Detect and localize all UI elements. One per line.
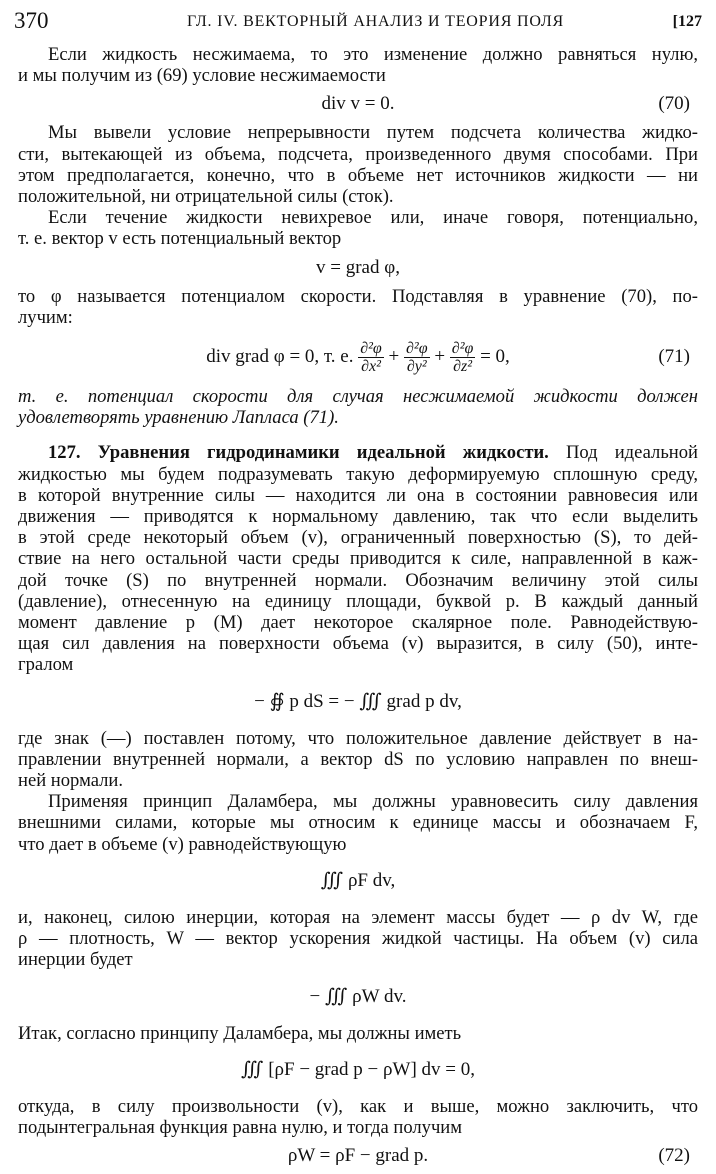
equation-72	[18, 1138, 698, 1174]
paragraph-line: где знак (—) поставлен потому, что положительное давление действует в на-	[18, 727, 698, 749]
paragraph-line: Применяя принцип Даламбера, мы должны уравновесить силу давления	[48, 791, 698, 813]
equation-rhs: = 0,	[480, 346, 510, 368]
paragraph-line: то φ называется потенциалом скорости. Подставляя в уравнение (70), по-	[18, 285, 698, 307]
paragraph-line: подынтегральная функция равна нулю, и тогда получим	[18, 1116, 463, 1138]
equation-70	[18, 86, 698, 122]
numerator: ∂²φ	[360, 340, 382, 358]
equation-text: v = grad φ,	[316, 256, 400, 278]
section-marker: [127	[672, 13, 702, 30]
equation-text: ∭ [ρF − grad p − ρW] dv = 0,	[241, 1058, 475, 1080]
paragraph-line: (давление), отнесенную на единицу площади, буквой p. В каждый данный	[18, 590, 698, 612]
numerator: ∂²φ	[451, 340, 474, 358]
paragraph-text: Под идеальной	[548, 442, 698, 464]
equation-external-force	[18, 855, 698, 907]
paragraph-line: этом предполагается, конечно, что в объеме нет источников жидкости — ни	[18, 164, 698, 186]
denominator: ∂x²	[361, 358, 381, 376]
equation-lhs: div grad φ = 0, т. е.	[206, 346, 354, 368]
equation-text: ∭ ρF dv,	[320, 869, 396, 891]
paragraph-line: т. е. вектор v есть потенциальный вектор	[18, 228, 342, 250]
equation-balance	[18, 1044, 698, 1096]
paragraph-line: в этой среде некоторый объем (v), ограниченный поверхностью (S), то дей-	[18, 527, 698, 549]
paragraph-line: внешними силами, которые мы относим к единице массы и обозначаем F,	[18, 812, 698, 834]
paragraph-line: Итак, согласно принципу Даламбера, мы должны иметь	[18, 1022, 462, 1044]
equation-label: (71)	[658, 346, 690, 368]
paragraph-line: что дает в объеме (v) равнодействующую	[18, 833, 347, 855]
paragraph-line: откуда, в силу произвольности (v), как и выше, можно заключить, что	[18, 1095, 698, 1117]
paragraph-line: т. е. потенциал скорости для случая несжимаемой жидкости должен	[18, 386, 698, 408]
paragraph-line: Если течение жидкости невихревое или, иначе говоря, потенциально,	[48, 207, 698, 229]
paragraph-line: дой точке (S) по внутренней нормали. Обозначим величину этой силы	[18, 569, 698, 591]
paragraph-line: щая сил давления на поверхности объема (v) выразится, в силу (50), инте-	[18, 633, 698, 655]
denominator: ∂y²	[406, 358, 427, 376]
equation-pressure	[18, 676, 698, 728]
equation-label: (72)	[658, 1145, 690, 1167]
paragraph-line: сти, вытекающей из объема, подсчета, произведенного двумя способами. При	[18, 143, 698, 165]
denominator: ∂z²	[453, 358, 473, 376]
paragraph-line: ней нормали.	[18, 770, 123, 792]
paragraph-line: положительной, ни отрицательной силы (сток).	[18, 186, 394, 208]
equation-label: (70)	[658, 93, 690, 115]
equation-inertia	[18, 971, 698, 1023]
fraction-y	[404, 340, 430, 375]
equation-text: − ∯ p dS = − ∭ grad p dv,	[254, 690, 462, 712]
paragraph-line: правлении внутренней нормали, а вектор dS по условию направлен по внеш-	[18, 748, 698, 770]
paragraph-line: движения — приводятся к нормальному давлению, так что если выделить	[18, 506, 698, 528]
paragraph-line: и мы получим из (69) условие несжимаемости	[18, 65, 386, 87]
section-gap	[18, 428, 698, 442]
plus-sign: +	[434, 346, 446, 368]
paragraph-line: удовлетворять уравнению Лапласа (71).	[18, 407, 339, 429]
paragraph-line: момент давление p (M) дает некоторое скалярное поле. Равнодействую-	[18, 612, 698, 634]
running-title: ГЛ. IV. ВЕКТОРНЫЙ АНАЛИЗ И ТЕОРИЯ ПОЛЯ	[187, 13, 565, 30]
page-number: 370	[14, 8, 49, 33]
page-body	[18, 44, 698, 1174]
paragraph-line: ρ — плотность, W — вектор ускорения жидкой частицы. На объем (v) сила	[18, 928, 698, 950]
paragraph-line: лучим:	[18, 306, 73, 328]
paragraph-line: жидкостью мы будем подразумевать такую деформируемую сплошную среду,	[18, 463, 698, 485]
fraction-x	[358, 340, 384, 375]
equation-text: ρW = ρF − grad p.	[287, 1145, 429, 1167]
equation-71	[18, 328, 698, 386]
paragraph-line: в которой внутренние силы — находится ли она в состоянии равновесия или	[18, 484, 698, 506]
numerator: ∂²φ	[406, 340, 428, 358]
paragraph-line: гралом	[18, 654, 74, 676]
fraction-z	[450, 340, 476, 375]
paragraph-line: инерции будет	[18, 949, 133, 971]
paragraph-line: ствие на него остальной части среды приводится к силе, направленной в каж-	[18, 548, 698, 570]
paragraph-line: Мы вывели условие непрерывности путем подсчета количества жидко-	[48, 122, 698, 144]
section-title: 127. Уравнения гидродинамики идеальной жидкости.	[48, 442, 549, 464]
paragraph-line: Если жидкость несжимаема, то это изменение должно равняться нулю,	[48, 44, 698, 65]
equation-grad	[18, 250, 698, 286]
equation-text: − ∭ ρW dv.	[309, 985, 407, 1007]
section-heading-line	[18, 442, 698, 463]
paragraph-line: и, наконец, силою инерции, которая на элемент массы будет — ρ dv W, где	[18, 906, 698, 928]
page-header	[12, 8, 702, 40]
plus-sign: +	[388, 346, 400, 368]
equation-text: div v = 0.	[321, 93, 395, 115]
